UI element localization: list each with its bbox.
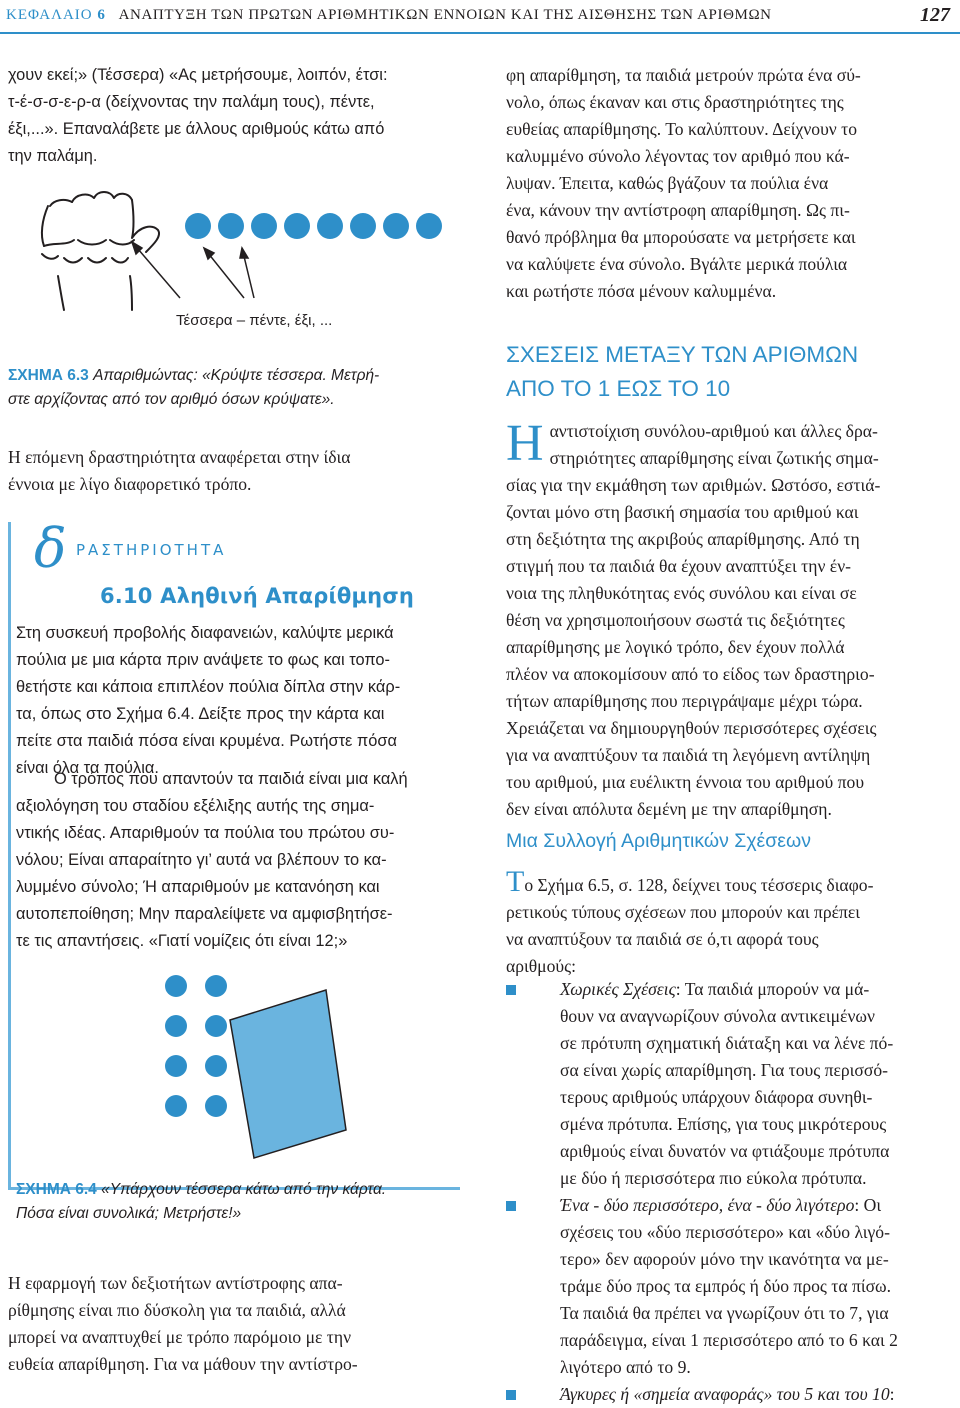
- activity-title: 6.10 Αληθινή Απαρίθμηση: [100, 584, 415, 608]
- text-line: την παλάμη.: [8, 147, 98, 165]
- figure-6-4-caption: [16, 1178, 456, 1226]
- text-line: λιγότερο από το 9.: [560, 1357, 691, 1377]
- text-line: χουν εκεί;» (Τέσσερα) «Ας μετρήσουμε, λοιπόν, έτσι:: [8, 66, 388, 84]
- text-line: στη δεξιότητα της ακριβούς απαρίθμησης. Από τη: [506, 529, 860, 549]
- text-line: Στη συσκευή προβολής διαφανειών, καλύψτε μερικά: [16, 624, 394, 642]
- text-line: ζονται μόνο στη βασική σημασία του αριθμού και: [506, 502, 859, 522]
- section-paragraph: [506, 415, 952, 823]
- text-line: τε τις απαντήσεις. «Γιατί νομίζεις ότι είναι 12;»: [16, 932, 348, 950]
- text-line: στιγμή που τα παιδιά θα έχουν αναπτύξει την έν-: [506, 556, 852, 576]
- chapter-heading: [6, 7, 772, 24]
- text-line: στηριότητες απαρίθμησης είναι ζωτικής σημα-: [549, 448, 879, 468]
- arrow-head-icon: [204, 248, 214, 259]
- bullet-square-icon: [506, 985, 516, 995]
- text-line: θετήστε και κάποια επιπλέον πούλια δίπλα στην κάρ-: [16, 678, 401, 696]
- text-line: πλέον να αποκομίσουν από το είδος των δραστηριο-: [506, 664, 875, 684]
- text-line: ευθείας απαρίθμησης. Το καλύπτουν. Δείχνουν το: [506, 119, 858, 139]
- left-intro-paragraph: [8, 62, 460, 170]
- counter-dot: [317, 213, 343, 239]
- relations-list: [506, 976, 952, 1408]
- section-heading: [506, 338, 946, 406]
- subsection-paragraph: [506, 865, 952, 980]
- figure-6-4-illustration: [150, 960, 350, 1170]
- text-line: Ο τρόπος που απαντούν τα παιδιά είναι μια καλή: [54, 770, 408, 788]
- text-line: με δύο ή περισσότερα πιο εύκολα πρότυπα.: [560, 1168, 867, 1188]
- text-line: : Οι: [854, 1195, 882, 1215]
- counter-dot: [251, 213, 277, 239]
- text-line: τερο» δεν αφορούν μόνο την ικανότητα να με-: [560, 1249, 889, 1269]
- drop-cap: Τ: [506, 865, 525, 898]
- list-term: Άγκυρες ή «σημεία αναφοράς» του 5 και του 10: [560, 1384, 890, 1404]
- text-line: τα, όπως στο Σχήμα 6.4. Δείξτε προς την κάρτα και: [16, 705, 385, 723]
- pointer-arrows: [132, 242, 254, 298]
- arrow-head-icon: [240, 248, 248, 258]
- list-item: [506, 976, 952, 1192]
- heading-line: ΑΠΟ ΤΟ 1 ΕΩΣ ΤΟ 10: [506, 376, 731, 401]
- caption-text: Πόσα είναι συνολικά; Μετρήστε!»: [16, 1205, 242, 1222]
- counter-dot: [185, 213, 211, 239]
- counter-dot: [165, 975, 187, 997]
- text-line: απαρίθμησης με λογικό τρόπο, δεν έχουν πολλά: [506, 637, 845, 657]
- text-line: τήτων απαρίθμησης που περιγράψαμε μέχρι τώρα.: [506, 691, 863, 711]
- counter-dot: [350, 213, 376, 239]
- text-line: σα είναι χωρίς απαρίθμηση. Για τους περισσό-: [560, 1060, 889, 1080]
- text-line: ρίθμησης είναι πιο δύσκολη για τα παιδιά, αλλά: [8, 1300, 346, 1320]
- figure-6-3-illustration: [14, 180, 460, 330]
- counter-dot: [205, 1095, 227, 1117]
- text-line: Η επόμενη δραστηριότητα αναφέρεται στην ίδια: [8, 447, 351, 467]
- counter-dot: [205, 1015, 227, 1037]
- text-line: τράμε δύο προς τα εμπρός ή δύο προς τα πίσω.: [560, 1276, 892, 1296]
- text-line: : Τα παιδιά μπορούν να μά-: [675, 979, 870, 999]
- activity-delta-glyph: δ: [34, 517, 67, 580]
- text-line: νόλου; Είναι απαραίτητο γι’ αυτά να βλέπουν το κα-: [16, 851, 387, 869]
- counter-dot: [416, 213, 442, 239]
- counter-dots: [185, 213, 442, 239]
- list-term: Ένα - δύο περισσότερο, ένα - δύο λιγότερο: [560, 1195, 855, 1215]
- text-line: νοια της πληθυκότητας ενός συνόλου και είναι σε: [506, 583, 857, 603]
- list-item: [506, 1192, 952, 1381]
- text-line: ο Σχήμα 6.5, σ. 128, δείχνει τους τέσσερις διαφο-: [524, 875, 874, 895]
- text-line: έννοια με λίγο διαφορετικό τρόπο.: [8, 474, 252, 494]
- text-line: λυψαν. Έπειτα, καθώς βγάζουν τα πούλια ένα: [506, 173, 829, 193]
- activity-paragraph-2: [16, 766, 452, 955]
- activity-paragraph-1: [16, 620, 452, 782]
- text-line: ευθεία απαρίθμηση. Για να μάθουν την αντίστρο-: [8, 1354, 358, 1374]
- list-item: [506, 1381, 952, 1408]
- counter-dot: [165, 1015, 187, 1037]
- running-header: [0, 0, 960, 34]
- heading-line: ΣΧΕΣΕΙΣ ΜΕΤΑΞΥ ΤΩΝ ΑΡΙΘΜΩΝ: [506, 342, 859, 367]
- hand-icon: [42, 192, 159, 310]
- caption-text: στε αρχίζοντας από τον αριθμό όσων κρύψατε».: [8, 391, 335, 408]
- text-line: τερους αριθμούς υπάρχουν διάφορα συνηθι-: [560, 1087, 873, 1107]
- text-line: θουν να αναγνωρίζουν σύνολα αντικειμένων: [560, 1006, 875, 1026]
- chapter-word: ΚΕΦΑΛΑΙΟ: [6, 7, 93, 23]
- left-closing-paragraph: [8, 1270, 460, 1378]
- list-term: Χωρικές Σχέσεις: [560, 979, 676, 999]
- text-line: νολο, όπως έκαναν και στις δραστηριότητες της: [506, 92, 844, 112]
- text-line: αντιστοίχιση συνόλου-αριθμού και άλλες δρα-: [549, 421, 878, 441]
- text-line: σχέσεις του «δύο περισσότερο» και «δύο λιγό-: [560, 1222, 890, 1242]
- text-line: ρετικούς τύπους σχέσεων που μπορούν και πρέπει: [506, 902, 861, 922]
- text-line: φη απαρίθμηση, τα παιδιά μετρούν πρώτα ένα σύ-: [506, 65, 861, 85]
- text-line: παράδειγμα, είναι 1 περισσότερο από το 6 και 2: [560, 1330, 898, 1350]
- text-line: σε πρότυπη σχηματική διάταξη και να λένε πό-: [560, 1033, 894, 1053]
- text-line: καλυμμένο σύνολο λέγοντας τον αριθμό που κά-: [506, 146, 850, 166]
- text-line: δεν είναι απόλυτα δεμένη με την απαρίθμηση.: [506, 799, 832, 819]
- text-line: Χρειάζεται να δημιουργηθούν περισσότερες σχέσεις: [506, 718, 877, 738]
- text-line: του αριθμού, μια ευέλικτη έννοια του αριθμού που: [506, 772, 865, 792]
- text-line: αριθμούς είναι δυνατόν να φτιάξουμε πρότυπα: [560, 1141, 890, 1161]
- counter-dot: [205, 1055, 227, 1077]
- text-line: Τα παιδιά θα πρέπει να γνωρίζουν ότι το 7, για: [560, 1303, 889, 1323]
- text-line: ντικής ιδέας. Απαριθμούν τα πούλια του πρώτου συ-: [16, 824, 395, 842]
- text-line: πούλια με μια κάρτα πριν ανάψετε το φως και τοπο-: [16, 651, 391, 669]
- counter-dots: [165, 975, 227, 1117]
- text-line: αριθμούς:: [506, 956, 576, 976]
- text-line: για να αναπτύξουν τα παιδιά τη λεγόμενη αντίληψη: [506, 745, 871, 765]
- chapter-number: 6: [97, 7, 106, 23]
- bullet-square-icon: [506, 1201, 516, 1211]
- activity-label: ΡΑΣΤΗΡΙΟΤΗΤΑ: [76, 541, 227, 559]
- text-line: λυμμένο σύνολο; Ή απαριθμούν με κατανόηση και: [16, 878, 380, 896]
- text-line: να αναπτύξουν τα παιδιά σε ό,τι αφορά τους: [506, 929, 819, 949]
- text-line: να καλύψετε ένα σύνολο. Βγάλτε μερικά πούλια: [506, 254, 848, 274]
- counter-dot: [165, 1095, 187, 1117]
- text-line: τ-έ-σ-σ-ε-ρ-α (δείχνοντας την παλάμη τους), πέντε,: [8, 93, 375, 111]
- text-line: σίας για την εκμάθηση των αριθμών. Ωστόσο, εστιά-: [506, 475, 881, 495]
- text-line: μπορεί να αναπτυχθεί με τρόπο παρόμοιο με την: [8, 1327, 352, 1347]
- counter-dot: [205, 975, 227, 997]
- counter-dot: [218, 213, 244, 239]
- text-line: είναι όλα τα πούλια.: [16, 759, 159, 777]
- text-line: αυτοπεποίθηση; Μην παραλείψετε να αμφισβητήσε-: [16, 905, 393, 923]
- counter-dot: [284, 213, 310, 239]
- page-number: 127: [920, 4, 950, 26]
- subsection-heading: Μια Συλλογή Αριθμητικών Σχέσεων: [506, 830, 811, 852]
- figure-6-3-caption: [8, 364, 460, 412]
- text-line: θανό πρόβλημα θα μπορούσατε να μετρήσετε και: [506, 227, 856, 247]
- text-line: και ρωτήστε πόσα μένουν καλυμμένα.: [506, 281, 777, 301]
- text-line: αξιολόγηση του σταδίου εξέλιξης αυτής της σημα-: [16, 797, 375, 815]
- text-line: σμένα πρότυπα. Επίσης, για τους μικρότερους: [560, 1114, 887, 1134]
- drop-cap: Η: [506, 415, 544, 472]
- bullet-square-icon: [506, 1390, 516, 1400]
- text-line: θέση να χρησιμοποιήσουν σωστά τις δεξιότητες: [506, 610, 845, 630]
- counter-dot: [383, 213, 409, 239]
- card-shape: [230, 990, 346, 1158]
- activity-intro-paragraph: [8, 444, 460, 498]
- text-line: έξι,...». Επαναλάβετε με άλλους αριθμούς κάτω από: [8, 120, 385, 138]
- right-intro-paragraph: [506, 62, 952, 305]
- chapter-title: ΑΝΑΠΤΥΞΗ ΤΩΝ ΠΡΩΤΩΝ ΑΡΙΘΜΗΤΙΚΩΝ ΕΝΝΟΙΩΝ ΚΑΙ ΤΗΣ ΑΙΣΘΗΣΗΣ ΤΩΝ ΑΡΙΘΜΩΝ: [118, 7, 772, 23]
- caption-text: «Υπάρχουν τέσσερα κάτω από την κάρτα.: [101, 1181, 387, 1198]
- figure-6-3-label: Τέσσερα – πέντε, έξι, ...: [176, 312, 333, 329]
- counter-dot: [165, 1055, 187, 1077]
- text-line: πείτε στα παιδιά πόσα είναι κρυμένα. Ρωτήστε πόσα: [16, 732, 397, 750]
- text-line: Η εφαρμογή των δεξιοτήτων αντίστροφης απα-: [8, 1273, 343, 1293]
- text-line: :: [889, 1384, 895, 1404]
- caption-number: ΣΧΗΜΑ 6.3: [8, 367, 89, 384]
- caption-number: ΣΧΗΜΑ 6.4: [16, 1181, 97, 1198]
- caption-text: Απαριθμώντας: «Κρύψτε τέσσερα. Μετρή-: [93, 367, 380, 384]
- text-line: ένα, κάνουν την αντίστροφη απαρίθμηση. Ως πι-: [506, 200, 850, 220]
